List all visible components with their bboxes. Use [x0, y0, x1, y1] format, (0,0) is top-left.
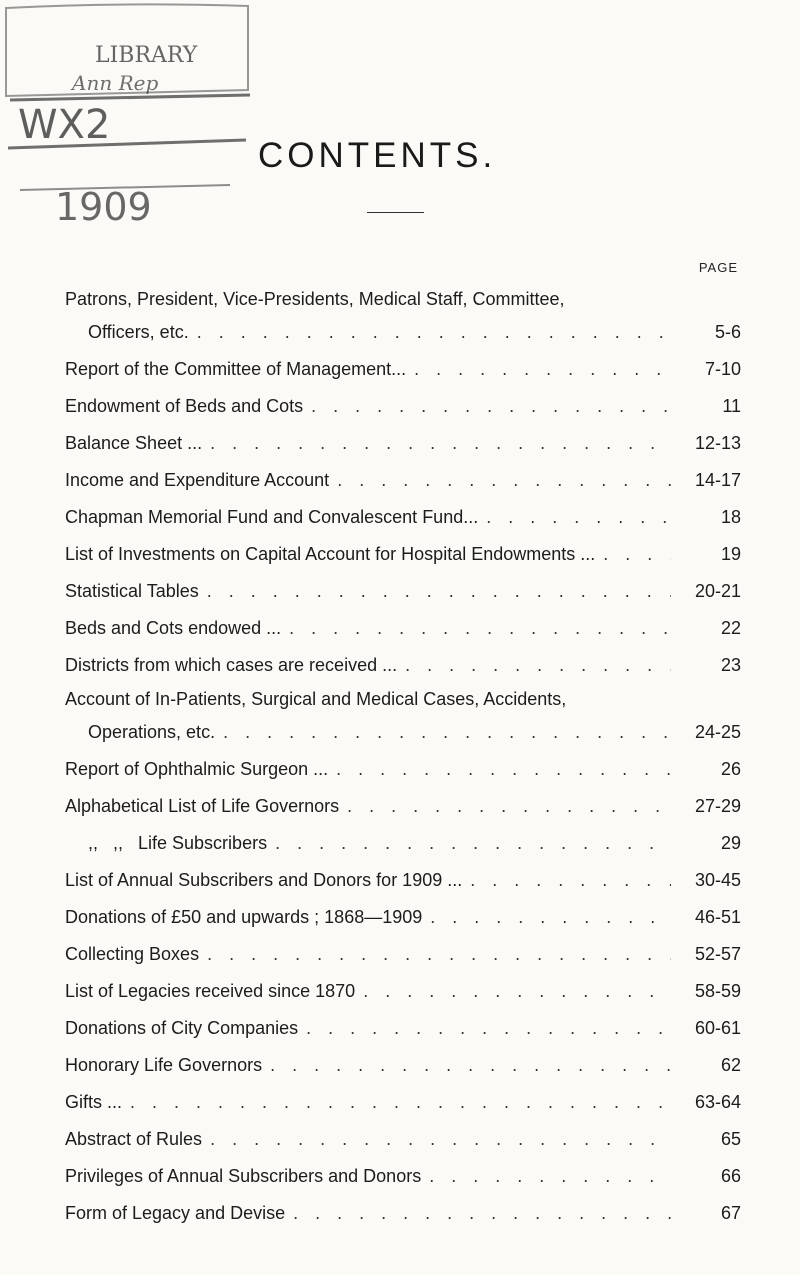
entry-title: Endowment of Beds and Cots	[65, 396, 304, 416]
entry-page: 29	[720, 833, 741, 853]
contents-list	[65, 284, 741, 1232]
entry-title: Alphabetical List of Life Governors	[65, 796, 340, 816]
entry-title: Collecting Boxes	[65, 944, 200, 964]
entry-page: 52-57	[694, 944, 741, 964]
dot-leader	[215, 714, 671, 751]
entry-title: Abstract of Rules	[65, 1129, 203, 1149]
dot-leader	[281, 610, 671, 647]
entry-page: 26	[720, 759, 741, 779]
dot-leader	[422, 899, 671, 936]
entry-title: Beds and Cots endowed ...	[65, 618, 282, 638]
entry-title: Account of In-Patients, Surgical and Medical Cases, Accidents,	[65, 689, 567, 709]
contents-entry	[65, 284, 741, 351]
dot-leader	[462, 862, 671, 899]
dot-leader	[397, 647, 671, 684]
dot-leader	[355, 973, 671, 1010]
entry-title: Operations, etc.	[88, 722, 216, 742]
contents-entry	[65, 647, 741, 684]
dot-leader	[421, 1158, 671, 1195]
entry-title: Form of Legacy and Devise	[65, 1203, 286, 1223]
contents-entry	[65, 973, 741, 1010]
entry-title: Privileges of Annual Subscribers and Donors	[65, 1166, 422, 1186]
entry-page: 12-13	[694, 433, 741, 453]
stamp-line-2: Ann Rep	[72, 71, 159, 95]
page-column-header: PAGE	[698, 260, 738, 275]
contents-entry	[65, 751, 741, 788]
contents-entry	[65, 825, 741, 862]
entry-page: 30-45	[694, 870, 741, 890]
entry-page: 5-6	[714, 322, 741, 342]
library-stamp	[0, 0, 252, 225]
contents-entry	[65, 862, 741, 899]
dot-leader	[122, 1084, 671, 1121]
dot-leader	[298, 1010, 671, 1047]
entry-page: 23	[720, 655, 741, 675]
contents-entry	[65, 462, 741, 499]
entry-title: Districts from which cases are received ...	[65, 655, 398, 675]
entry-page: 66	[720, 1166, 741, 1186]
entry-page: 19	[720, 544, 741, 564]
entry-page: 7-10	[704, 359, 741, 379]
stamp-line-3: WX2	[18, 102, 111, 148]
title-rule	[367, 212, 424, 213]
dot-leader	[329, 462, 671, 499]
contents-entry	[65, 1084, 741, 1121]
contents-entry	[65, 351, 741, 388]
entry-title: ,, ,, Life Subscribers	[88, 833, 268, 853]
contents-entry	[65, 499, 741, 536]
entry-title: Report of the Committee of Management...	[65, 359, 407, 379]
entry-page: 27-29	[694, 796, 741, 816]
entry-page: 62	[720, 1055, 741, 1075]
dot-leader	[328, 751, 671, 788]
entry-page: 67	[720, 1203, 741, 1223]
entry-title: Statistical Tables	[65, 581, 199, 601]
entry-page: 63-64	[694, 1092, 741, 1112]
stamp-line-4: 1909	[55, 185, 152, 225]
dot-leader	[189, 314, 671, 351]
contents-entry	[65, 536, 741, 573]
entry-page: 65	[720, 1129, 741, 1149]
contents-entry	[65, 788, 741, 825]
entry-title: Balance Sheet ...	[65, 433, 203, 453]
stamp-line-1: LIBRARY	[95, 43, 198, 68]
dot-leader	[285, 1195, 671, 1232]
dot-leader	[595, 536, 671, 573]
dot-leader	[406, 351, 671, 388]
entry-page: 18	[720, 507, 741, 527]
entry-title: Donations of City Companies	[65, 1018, 299, 1038]
entry-title: Donations of £50 and upwards ; 1868—1909	[65, 907, 423, 927]
dot-leader	[199, 936, 671, 973]
entry-title: List of Legacies received since 1870	[65, 981, 356, 1001]
entry-page: 58-59	[694, 981, 741, 1001]
contents-entry	[65, 1121, 741, 1158]
contents-entry	[65, 899, 741, 936]
contents-entry	[65, 1010, 741, 1047]
dot-leader	[339, 788, 671, 825]
dot-leader	[267, 825, 671, 862]
entry-page: 22	[720, 618, 741, 638]
contents-entry	[65, 1047, 741, 1084]
entry-page: 11	[722, 396, 741, 416]
entry-title: Report of Ophthalmic Surgeon ...	[65, 759, 329, 779]
entry-title: Gifts ...	[65, 1092, 123, 1112]
dot-leader	[262, 1047, 671, 1084]
contents-entry	[65, 936, 741, 973]
entry-page: 60-61	[694, 1018, 741, 1038]
entry-title: Income and Expenditure Account	[65, 470, 330, 490]
entry-page: 14-17	[694, 470, 741, 490]
contents-entry	[65, 610, 741, 647]
entry-page: 20-21	[694, 581, 741, 601]
entry-title: List of Investments on Capital Account for Hospital Endowments ...	[65, 544, 596, 564]
page-title: CONTENTS.	[258, 136, 497, 175]
contents-entry	[65, 573, 741, 610]
entry-title: Officers, etc.	[88, 322, 189, 342]
entry-title: Honorary Life Governors	[65, 1055, 263, 1075]
contents-entry	[65, 425, 741, 462]
contents-entry	[65, 1158, 741, 1195]
dot-leader	[199, 573, 671, 610]
dot-leader	[202, 1121, 671, 1158]
contents-entry	[65, 1195, 741, 1232]
entry-title: List of Annual Subscribers and Donors for 1909 ...	[65, 870, 463, 890]
dot-leader	[478, 499, 671, 536]
dot-leader	[202, 425, 671, 462]
dot-leader	[303, 388, 671, 425]
entry-page: 24-25	[694, 722, 741, 742]
contents-entry	[65, 684, 741, 751]
contents-entry	[65, 388, 741, 425]
entry-title: Patrons, President, Vice-Presidents, Medical Staff, Committee,	[65, 289, 565, 309]
entry-page: 46-51	[694, 907, 741, 927]
entry-title: Chapman Memorial Fund and Convalescent Fund...	[65, 507, 479, 527]
